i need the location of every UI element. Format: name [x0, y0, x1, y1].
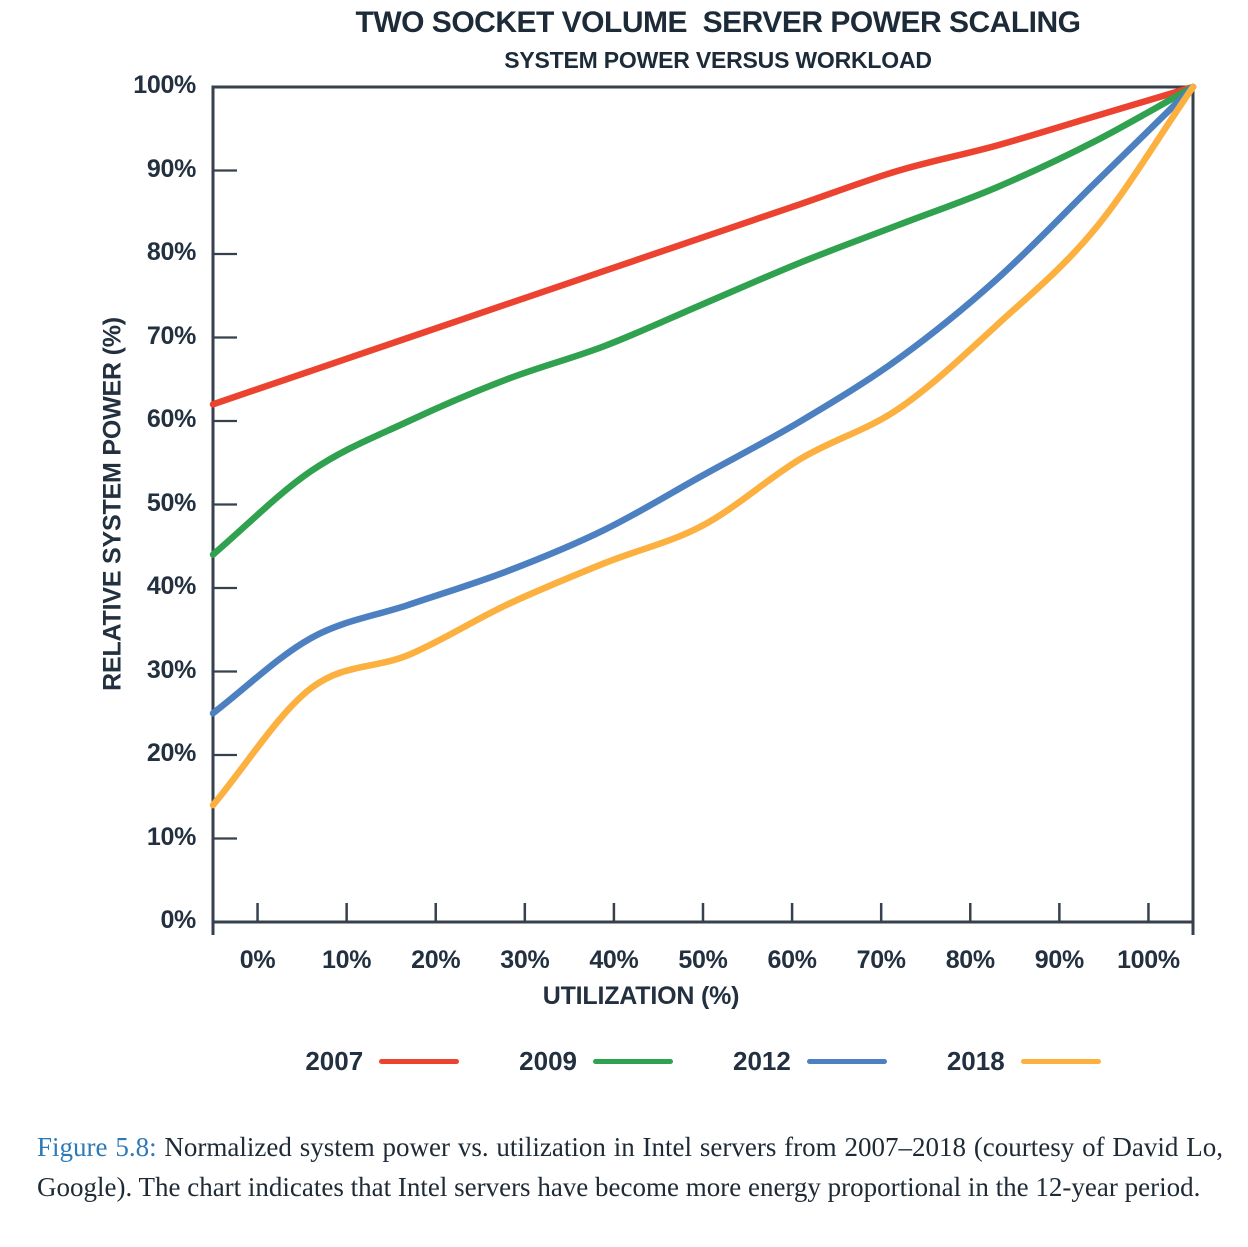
y-tick-label: 70% [146, 321, 196, 350]
y-tick-label: 10% [146, 822, 196, 851]
x-tick-label: 20% [411, 946, 461, 974]
y-tick-label: 30% [146, 655, 196, 684]
x-tick-label: 0% [239, 946, 276, 974]
legend-label: 2007 [305, 1046, 364, 1076]
figure-caption [37, 1127, 1223, 1207]
chart-subtitle: SYSTEM POWER VERSUS WORKLOAD [504, 47, 932, 73]
y-tick-label: 20% [146, 739, 196, 767]
legend-label: 2012 [733, 1046, 791, 1076]
legend-item-2009 [519, 1046, 673, 1077]
legend-item-2007 [305, 1046, 459, 1077]
legend-line-swatch [593, 1059, 673, 1064]
legend [213, 1046, 1193, 1077]
chart-title: TWO SOCKET VOLUME SERVER POWER SCALING [355, 6, 1081, 39]
x-tick-label: 40% [589, 946, 639, 974]
figure-caption-text: Normalized system power vs. utilization in Intel servers from 2007–2018 (courtesy of David Lo, Google). The chart indicates that Intel servers have become more energy proportional in the 12-year period. [37, 1132, 1223, 1202]
legend-item-2012 [733, 1046, 887, 1077]
y-axis-title: RELATIVE SYSTEM POWER (%) [98, 317, 127, 691]
x-tick-label: 70% [856, 946, 906, 974]
x-tick-label: 80% [945, 946, 995, 974]
y-tick-label: 100% [133, 71, 196, 99]
y-tick-label: 80% [146, 238, 196, 266]
series-line-2012 [213, 87, 1193, 713]
x-tick-label: 60% [767, 946, 817, 974]
legend-line-swatch [1021, 1059, 1101, 1064]
legend-item-2018 [947, 1046, 1101, 1077]
y-tick-label: 90% [146, 154, 196, 183]
plot-border [213, 87, 1193, 922]
x-axis-title: UTILIZATION (%) [542, 982, 740, 1010]
x-tick-label: 10% [322, 946, 372, 974]
legend-label: 2018 [946, 1046, 1005, 1076]
legend-line-swatch [807, 1059, 887, 1064]
y-tick-label: 50% [146, 488, 196, 517]
legend-label: 2009 [519, 1046, 577, 1076]
x-tick-label: 90% [1034, 946, 1084, 974]
series-line-2009 [213, 87, 1193, 555]
x-tick-label: 30% [500, 946, 550, 974]
x-tick-label: 100% [1117, 946, 1180, 974]
legend-line-swatch [379, 1059, 459, 1064]
series-line-2007 [213, 87, 1193, 404]
figure-caption-label: Figure 5.8: [37, 1132, 157, 1162]
y-tick-label: 40% [146, 572, 196, 600]
y-tick-label: 60% [146, 405, 196, 433]
y-tick-label: 0% [160, 906, 196, 934]
x-tick-label: 50% [678, 946, 728, 974]
